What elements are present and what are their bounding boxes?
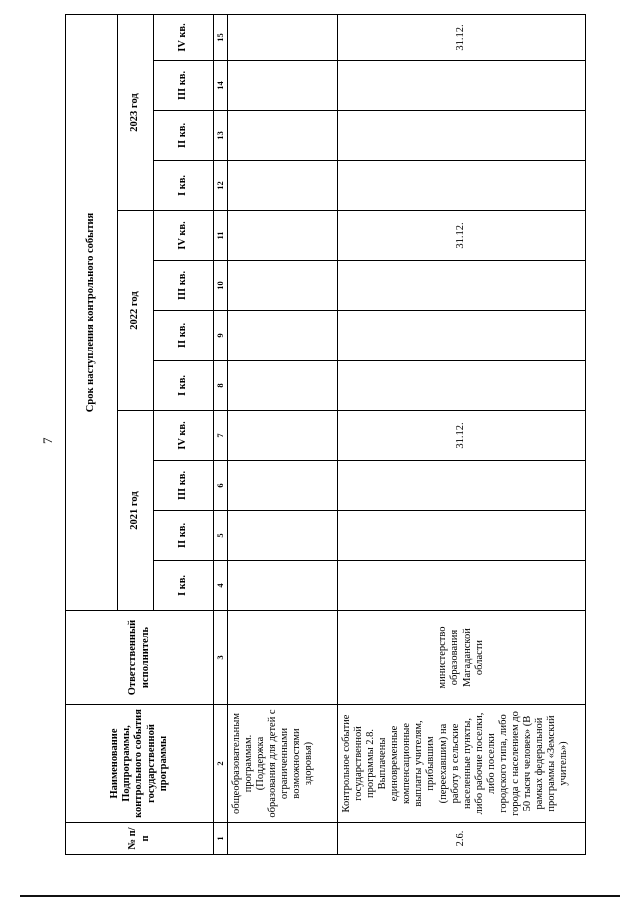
column-number: 6: [214, 461, 228, 511]
header-quarter: IV кв.: [154, 14, 214, 60]
deadline-cell: [338, 61, 586, 111]
deadline-cell: 31.12.: [338, 14, 586, 60]
deadline-cell: [228, 411, 338, 461]
header-quarter: I кв.: [154, 161, 214, 211]
event-name: общеобразовательным программам. (Поддержка образования для детей с ограниченными возможностями здоровья): [228, 705, 338, 823]
header-quarter: II кв.: [154, 511, 214, 561]
deadline-cell: 31.12.: [338, 411, 586, 461]
header-year-2022: 2022 год: [118, 211, 154, 411]
header-quarter: I кв.: [154, 361, 214, 411]
header-quarter: II кв.: [154, 311, 214, 361]
header-quarter: III кв.: [154, 261, 214, 311]
column-number: 2: [214, 705, 228, 823]
deadline-cell: [338, 261, 586, 311]
header-number: № п/п: [66, 823, 214, 855]
deadline-cell: 31.12.: [338, 211, 586, 261]
column-number: 12: [214, 161, 228, 211]
column-number: 4: [214, 561, 228, 611]
deadline-cell: [228, 161, 338, 211]
page-number: 7: [40, 437, 55, 444]
deadline-cell: [228, 511, 338, 561]
column-number: 10: [214, 261, 228, 311]
column-number: 3: [214, 611, 228, 705]
deadline-cell: [338, 311, 586, 361]
deadline-cell: [338, 111, 586, 161]
header-quarter: IV кв.: [154, 211, 214, 261]
column-number: 9: [214, 311, 228, 361]
header-quarter: III кв.: [154, 61, 214, 111]
deadline-cell: [228, 14, 338, 60]
deadline-cell: [338, 361, 586, 411]
column-number: 14: [214, 61, 228, 111]
deadline-cell: [338, 461, 586, 511]
column-number: 13: [214, 111, 228, 161]
control-events-table: [65, 14, 586, 855]
header-quarter: I кв.: [154, 561, 214, 611]
header-quarter: IV кв.: [154, 411, 214, 461]
deadline-cell: [338, 161, 586, 211]
column-number: 15: [214, 14, 228, 60]
deadline-cell: [228, 311, 338, 361]
header-year-2021: 2021 год: [118, 411, 154, 611]
row-number: 2.6.: [338, 823, 586, 855]
deadline-cell: [228, 211, 338, 261]
header-executor: Ответственный исполнитель: [66, 611, 214, 705]
deadline-cell: [228, 461, 338, 511]
header-quarter: III кв.: [154, 461, 214, 511]
deadline-cell: [228, 261, 338, 311]
event-name: Контрольное событие государственной программы 2.8. Выплачены единовременные компенсационные выплаты учителям, прибывшим (переехавшим) на работу в сельские населенные пункты, либо рабочие поселки, либо поселки городского типа, либо города с населением до 50 тысяч человек» (В рамках федеральной программы «Земский учитель»): [338, 705, 586, 823]
control-events-table-container: [65, 15, 585, 855]
executor: министерство образования Магаданской области: [338, 611, 586, 705]
column-number: 1: [214, 823, 228, 855]
column-number: 11: [214, 211, 228, 261]
header-quarter: II кв.: [154, 111, 214, 161]
deadline-cell: [228, 111, 338, 161]
header-year-2023: 2023 год: [118, 14, 154, 210]
deadline-cell: [228, 361, 338, 411]
column-number: 5: [214, 511, 228, 561]
deadline-cell: [338, 511, 586, 561]
deadline-cell: [228, 61, 338, 111]
column-number: 7: [214, 411, 228, 461]
deadline-cell: [338, 561, 586, 611]
column-number: 8: [214, 361, 228, 411]
deadline-cell: [228, 561, 338, 611]
header-deadline: Срок наступления контрольного события: [66, 14, 118, 610]
page-edge-line: [20, 895, 620, 897]
header-name: Наименование Подпрограммы, контрольного события государственной программы: [66, 705, 214, 823]
executor: [228, 611, 338, 705]
row-number: [228, 823, 338, 855]
